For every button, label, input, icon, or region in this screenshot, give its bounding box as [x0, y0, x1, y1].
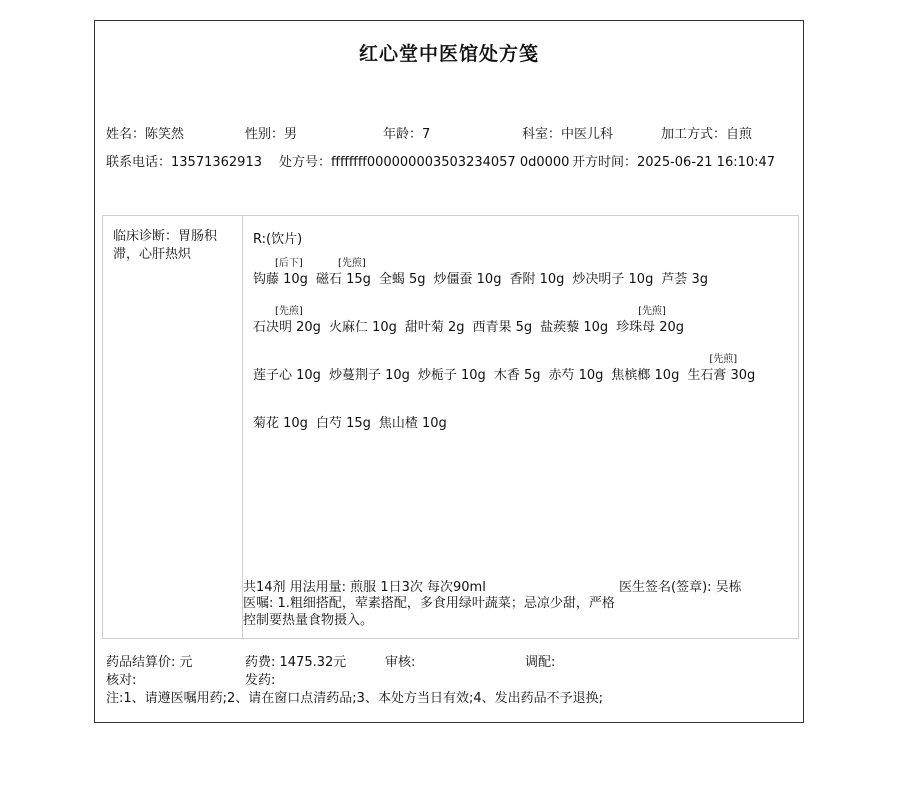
herb-item — [316, 398, 371, 431]
herb-item — [540, 302, 608, 335]
herb-item — [329, 350, 410, 383]
herb-name: 木香 5g — [493, 368, 541, 383]
herb-name: 焦槟榔 10g — [611, 368, 680, 383]
herb-name: 钩藤 10g — [253, 272, 308, 287]
herb-name: 炒蔓荆子 10g — [328, 368, 410, 383]
herb-name: 石决明 20g — [253, 320, 321, 335]
herb-name: 盐蒺藜 10g — [540, 320, 609, 335]
herb-item — [548, 350, 603, 383]
page-title: 红心堂中医馆处方笺 — [358, 43, 539, 65]
prescription-time: 开方时间：2025-06-21 16:10:47 — [572, 155, 776, 170]
herb-name: 菊花 10g — [253, 416, 308, 431]
patient-age: 年龄：7 — [383, 127, 431, 142]
herb-row — [253, 398, 455, 438]
herb-item — [405, 302, 465, 335]
prescription-box — [102, 215, 799, 639]
drug-fee: 药费: 1475.32元 — [245, 655, 347, 670]
herb-item — [434, 254, 502, 287]
prescription-sheet — [94, 20, 804, 723]
herb-note: [先煎] — [275, 306, 303, 317]
patient-phone: 联系电话：13571362913 — [106, 155, 262, 170]
settlement-price: 药品结算价: 元 — [106, 655, 193, 670]
footer-note: 注:1、请遵医嘱用药;2、请在窗口点清药品;3、本处方当日有效;4、发出药品不予退换; — [106, 691, 603, 706]
dosage-summary: 共14剂 用法用量: 煎服 1日3次 每次90ml — [243, 580, 486, 595]
herb-name: 甜叶菊 2g — [404, 320, 465, 335]
herb-name: 火麻仁 10g — [328, 320, 397, 335]
processing-method: 加工方式：自煎 — [661, 127, 753, 142]
herb-row — [253, 254, 716, 294]
prescription-content — [243, 216, 798, 638]
herb-item — [687, 350, 755, 383]
dispense-field: 调配: — [525, 655, 556, 670]
herb-item — [253, 254, 308, 287]
herb-item — [473, 302, 533, 335]
medical-advice: 医嘱: 1.粗细搭配，荤素搭配，多食用绿叶蔬菜；忌凉少甜，严格控制要热量食物摄入。 — [243, 596, 615, 628]
herb-row — [253, 350, 763, 390]
issue-field: 发药: — [245, 673, 276, 688]
herb-item — [572, 254, 653, 287]
herb-item — [616, 302, 684, 335]
herb-item — [509, 254, 564, 287]
check-field: 核对: — [106, 673, 137, 688]
herb-item — [611, 350, 679, 383]
herb-item — [253, 398, 308, 431]
herb-item — [418, 350, 486, 383]
herb-name: 莲子心 10g — [253, 368, 321, 383]
herb-item — [494, 350, 541, 383]
herb-name: 炒僵蚕 10g — [433, 272, 502, 287]
herb-name: 炒决明子 10g — [572, 272, 654, 287]
herb-item — [379, 398, 447, 431]
patient-gender: 性别：男 — [245, 127, 298, 142]
herb-name: 珍珠母 20g — [616, 320, 685, 335]
rx-label: R:(饮片) — [253, 232, 303, 247]
prescription-number: 处方号：ffffffff000000003503234057 0d0000 — [279, 155, 570, 170]
review-field: 审核: — [385, 655, 416, 670]
herb-name: 生石膏 30g — [687, 368, 756, 383]
herb-note: [后下] — [275, 258, 303, 269]
herb-item — [379, 254, 426, 287]
herb-name: 白芍 15g — [315, 416, 371, 431]
patient-name: 姓名：陈笑然 — [106, 127, 185, 142]
herb-note: [先煎] — [638, 306, 666, 317]
herb-name: 全蝎 5g — [378, 272, 426, 287]
herb-name: 焦山楂 10g — [378, 416, 447, 431]
herb-name: 炒栀子 10g — [417, 368, 486, 383]
clinical-diagnosis: 临床诊断：胃肠积滞，心肝热炽 — [103, 216, 243, 638]
herb-name: 西青果 5g — [472, 320, 533, 335]
herb-note: [先煎] — [709, 354, 738, 365]
patient-department: 科室：中医儿科 — [522, 127, 614, 142]
herb-name: 磁石 15g — [315, 272, 371, 287]
herb-row — [253, 302, 692, 342]
doctor-signature: 医生签名(签章): 吴栋 — [619, 580, 742, 595]
herb-note: [先煎] — [337, 258, 366, 269]
herb-item — [329, 302, 397, 335]
herb-item — [661, 254, 708, 287]
herb-item — [253, 302, 321, 335]
herb-item — [253, 350, 321, 383]
herb-name: 赤芍 10g — [548, 368, 604, 383]
herb-name: 香附 10g — [509, 272, 565, 287]
herb-name: 芦荟 3g — [661, 272, 708, 287]
herb-item — [316, 254, 371, 287]
